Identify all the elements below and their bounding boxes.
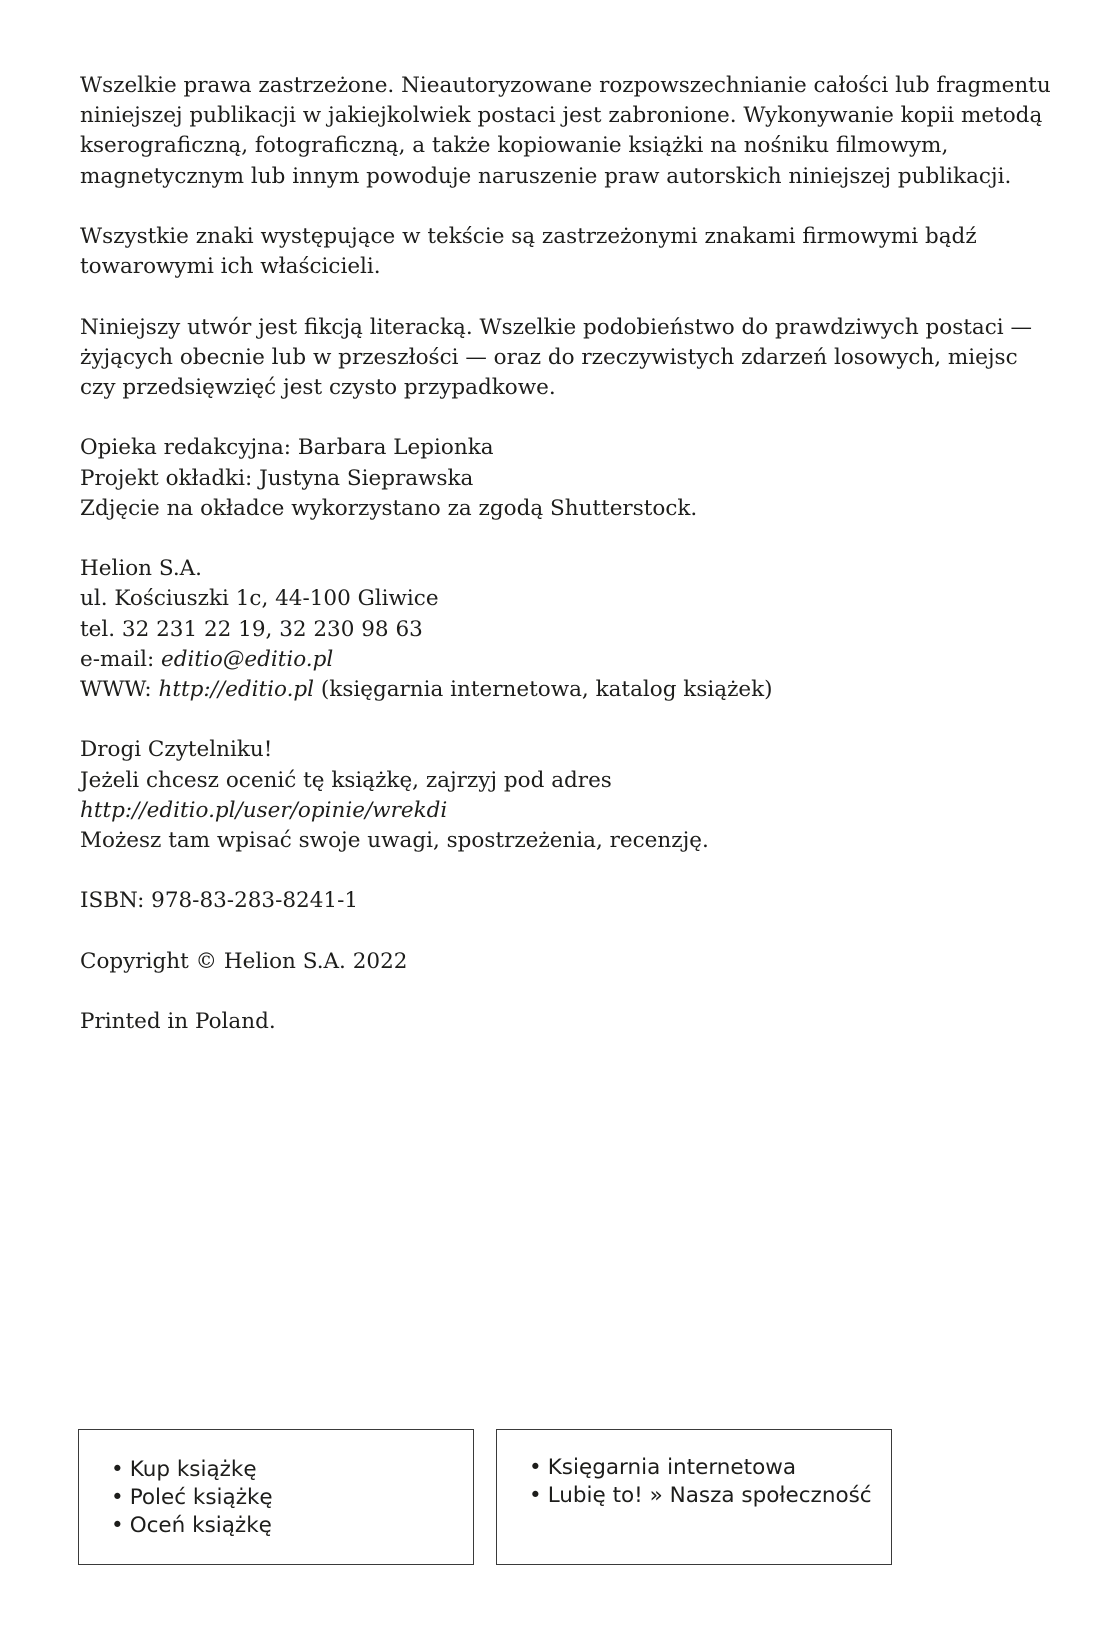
isbn — [80, 886, 1020, 916]
text-line: Wszystkie znaki występujące w tekście są zastrzeżonymi znakami firmowymi bądź — [80, 224, 977, 249]
publisher-www-line — [80, 675, 1020, 705]
text-line: niniejszej publikacji w jakiejkolwiek postaci jest zabronione. Wykonywanie kopii metodą — [80, 103, 1043, 129]
cover-design-credit: Projekt okładki: Justyna Sieprawska — [80, 465, 474, 491]
www-label: WWW: — [80, 677, 159, 702]
buy-book-link[interactable] — [111, 1456, 473, 1484]
rights-paragraph — [80, 71, 1051, 192]
bullet: • — [111, 1457, 124, 1482]
text-line: Wszelkie prawa zastrzeżone. Nieautoryzowane rozpowszechnianie całości lub fragmentu — [80, 73, 1051, 98]
text-line: żyjących obecnie lub w przeszłości — oraz do rzeczywistych zdarzeń losowych, miejsc — [80, 344, 1018, 370]
publisher-address: ul. Kościuszki 1c, 44-100 Gliwice — [80, 586, 439, 612]
text-line: kserograficzną, fotograficzną, a także kopiowanie książki na nośniku filmowym, — [80, 133, 949, 159]
trademarks-paragraph — [80, 222, 1020, 282]
editor-credit: Opieka redakcyjna: Barbara Lepionka — [80, 435, 494, 461]
rate-book-link[interactable] — [111, 1512, 473, 1540]
copyright-text: Copyright © Helion S.A. 2022 — [80, 948, 408, 974]
publisher-phone: tel. 32 231 22 19, 32 230 98 63 — [80, 616, 423, 642]
rate-book-label: Oceń książkę — [129, 1513, 272, 1538]
online-bookstore-link[interactable] — [529, 1454, 891, 1482]
reader-block — [80, 735, 1020, 856]
recommend-book-link[interactable] — [111, 1484, 473, 1512]
credits-paragraph — [80, 433, 1020, 524]
bullet: • — [111, 1485, 124, 1510]
reader-prompt: Jeżeli chcesz ocenić tę książkę, zajrzyj pod adres — [80, 767, 612, 793]
isbn-text: ISBN: 978-83-283-8241-1 — [80, 888, 359, 914]
publisher-name: Helion S.A. — [80, 556, 203, 582]
text-line: towarowymi ich właścicieli. — [80, 254, 381, 280]
printed-text: Printed in Poland. — [80, 1009, 276, 1035]
publisher-email-line — [80, 645, 1020, 675]
copyright-page — [80, 71, 1051, 1037]
publisher-block — [80, 554, 1020, 705]
review-url-link[interactable]: http://editio.pl/user/opinie/wrekdi — [80, 797, 448, 823]
text-line: magnetycznym lub innym powoduje naruszenie praw autorskich niniejszej publikacji. — [80, 163, 1012, 189]
printed-notice — [80, 1007, 1020, 1037]
buy-book-label: Kup książkę — [129, 1457, 257, 1482]
cover-photo-credit: Zdjęcie na okładce wykorzystano za zgodą Shutterstock. — [80, 495, 698, 521]
recommend-book-label: Poleć książkę — [129, 1485, 273, 1510]
www-note: (księgarnia internetowa, katalog książek) — [314, 677, 773, 702]
bullet: • — [529, 1455, 542, 1480]
text-line: czy przedsięwzięć jest czysto przypadkowe. — [80, 375, 556, 400]
reader-greeting: Drogi Czytelniku! — [80, 737, 273, 763]
book-actions-box — [78, 1429, 474, 1565]
copyright-notice — [80, 947, 1020, 977]
text-line: Niniejszy utwór jest fikcją literacką. Wszelkie podobieństwo do prawdziwych postaci — — [80, 314, 1032, 340]
store-links-box — [496, 1429, 892, 1565]
bullet: • — [529, 1483, 542, 1508]
reader-note: Możesz tam wpisać swoje uwagi, spostrzeżenia, recenzję. — [80, 828, 709, 853]
email-label: e-mail: — [80, 646, 162, 672]
online-bookstore-label: Księgarnia internetowa — [547, 1455, 796, 1480]
community-label: Lubię to! » Nasza społeczność — [547, 1483, 872, 1508]
bullet: • — [111, 1513, 124, 1538]
community-link[interactable] — [529, 1482, 891, 1510]
fiction-paragraph — [80, 313, 1032, 404]
email-link[interactable]: editio@editio.pl — [161, 646, 334, 672]
www-link[interactable]: http://editio.pl — [158, 677, 315, 702]
